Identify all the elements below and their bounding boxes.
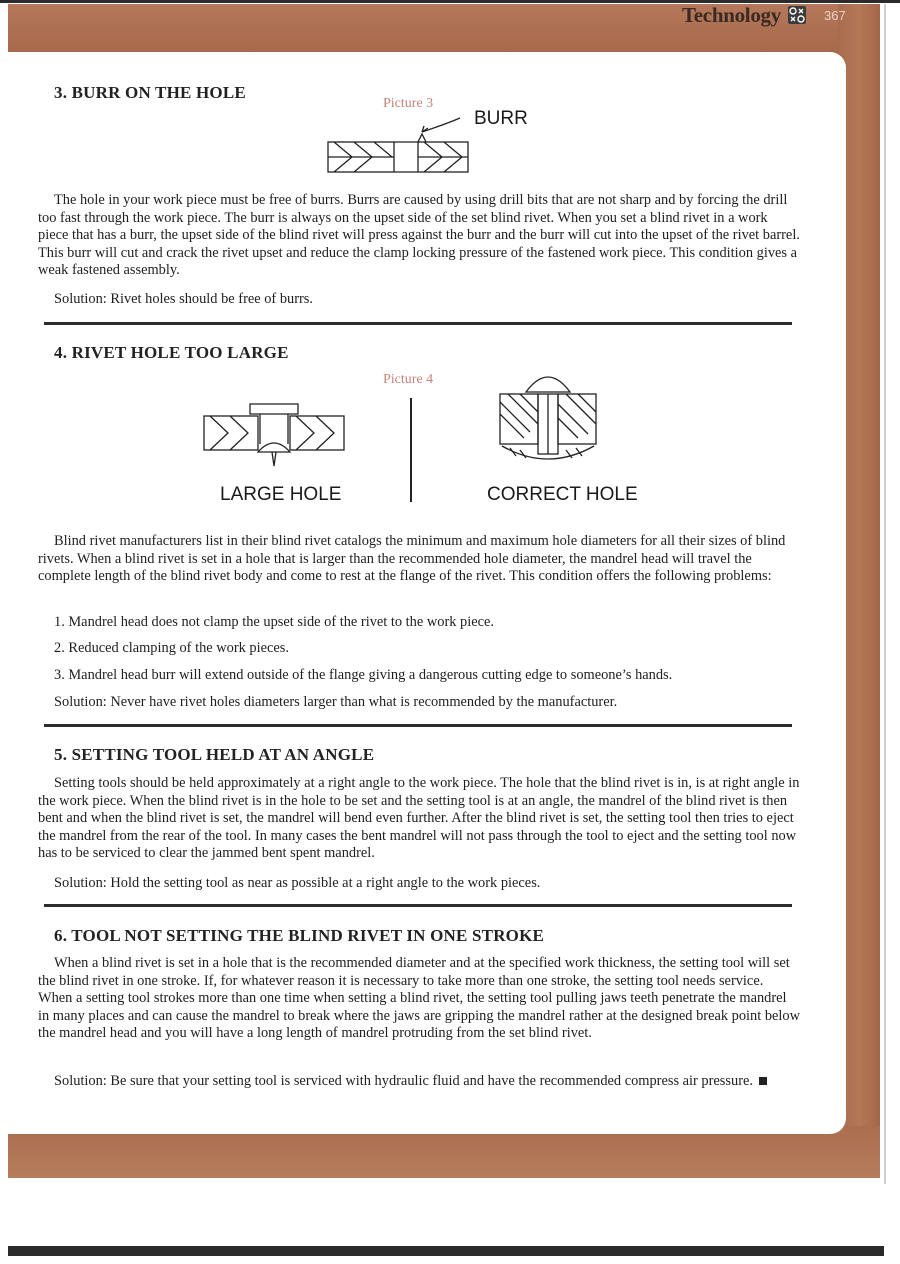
picture-3-label: Picture 3 (383, 96, 434, 111)
section-divider (44, 724, 792, 727)
section-divider (44, 322, 792, 325)
section-title-angle: 5. SETTING TOOL HELD AT AN ANGLE (54, 745, 375, 764)
problem-item-3: 3. Mandrel head burr will extend outside of the flange giving a dangerous cutting edge to someone’s hands. (54, 667, 673, 683)
stroke-solution-line (54, 1073, 814, 1091)
section-title-burr: 3. BURR ON THE HOLE (54, 83, 246, 102)
end-of-article-mark (759, 1077, 767, 1085)
problem-item-1: 1. Mandrel head does not clamp the upset side of the rivet to the work piece. (54, 614, 494, 630)
angle-solution: Solution: Hold the setting tool as near as possible at a right angle to the work pieces. (54, 875, 541, 891)
burr-body: The hole in your work piece must be free of burrs. Burrs are caused by using drill bits that are not sharp and by forcing the drill too fast through the work piece. The burr is always on the upset side of the set blind rivet. When you set a blind rivet in a work piece that has a burr, the upset side of the blind rivet will press against the burr and the burr will cut into the upset of the rivet barrel. This burr will cut and crack the rivet upset and reduce the clamp locking pressure of the fastened work piece. This condition gives a weak fastened assembly. (38, 192, 800, 279)
angle-body: Setting tools should be held approximately at a right angle to the work piece. The hole that the blind rivet is in, is at right angle in the work piece. When the blind rivet is in the hole to be set and the setting tool is at an angle, the mandrel of the blind rivet is then bent and when the blind rivet is set, the mandrel will bend even further. After the blind rivet is set, the setting tool then tries to eject the mandrel from the rear of the tool. In many cases the bent mandrel will not pass through the tool to eject and the setting tool now has to be serviced to clear the jammed bent spent mandrel. (38, 775, 800, 862)
large-hole-body: Blind rivet manufacturers list in their blind rivet catalogs the minimum and maximum hole diameters for all their sizes of blind rivets. When a blind rivet is set in a hole that is larger than the recommended hole diameter, the mandrel head will travel the complete length of the blind rivet body and come to rest at the flange of the rivet. This condition offers the following problems: (38, 533, 786, 585)
grid-logo-icon (788, 6, 806, 24)
section-divider (44, 904, 792, 907)
section-title-large-hole: 4. RIVET HOLE TOO LARGE (54, 343, 289, 362)
diagram-separator (410, 398, 412, 502)
stroke-body: When a blind rivet is set in a hole that is the recommended diameter and at the specified work thickness, the setting tool will set the blind rivet in one stroke. If, for whatever reason it is necessary to take more than one stroke, the setting tool needs service. When a setting tool strokes more than one time when setting a blind rivet, the setting tool pulling jaws teeth penetrate the mandrel in many places and can cause the mandrel to break where the jaws are gripping the mandrel rather at the designed break point below the mandrel head and you will have a long length of mandrel protruding from the set blind rivet. (38, 955, 801, 1042)
large-hole-solution: Solution: Never have rivet holes diameters larger than what is recommended by the manufacturer. (54, 694, 618, 710)
problem-item-2: 2. Reduced clamping of the work pieces. (54, 640, 289, 656)
picture-4-label: Picture 4 (383, 372, 434, 387)
section-title-stroke: 6. TOOL NOT SETTING THE BLIND RIVET IN ONE STROKE (54, 926, 545, 945)
large-hole-label: LARGE HOLE (220, 484, 342, 505)
scan-edge (884, 4, 886, 1184)
burr-solution: Solution: Rivet holes should be free of burrs. (54, 291, 313, 307)
stroke-solution: Solution: Be sure that your setting tool is serviced with hydraulic fluid and have the recommended compress air pressure. (54, 1073, 753, 1089)
correct-hole-label: CORRECT HOLE (487, 484, 638, 505)
bottom-rule (8, 1246, 884, 1256)
burr-diagram (326, 110, 486, 176)
large-hole-diagram (200, 402, 350, 472)
burr-diagram-label: BURR (474, 108, 528, 129)
page-number: 367 (824, 8, 846, 23)
running-header-title: Technology (682, 3, 781, 27)
correct-hole-diagram (496, 368, 600, 464)
